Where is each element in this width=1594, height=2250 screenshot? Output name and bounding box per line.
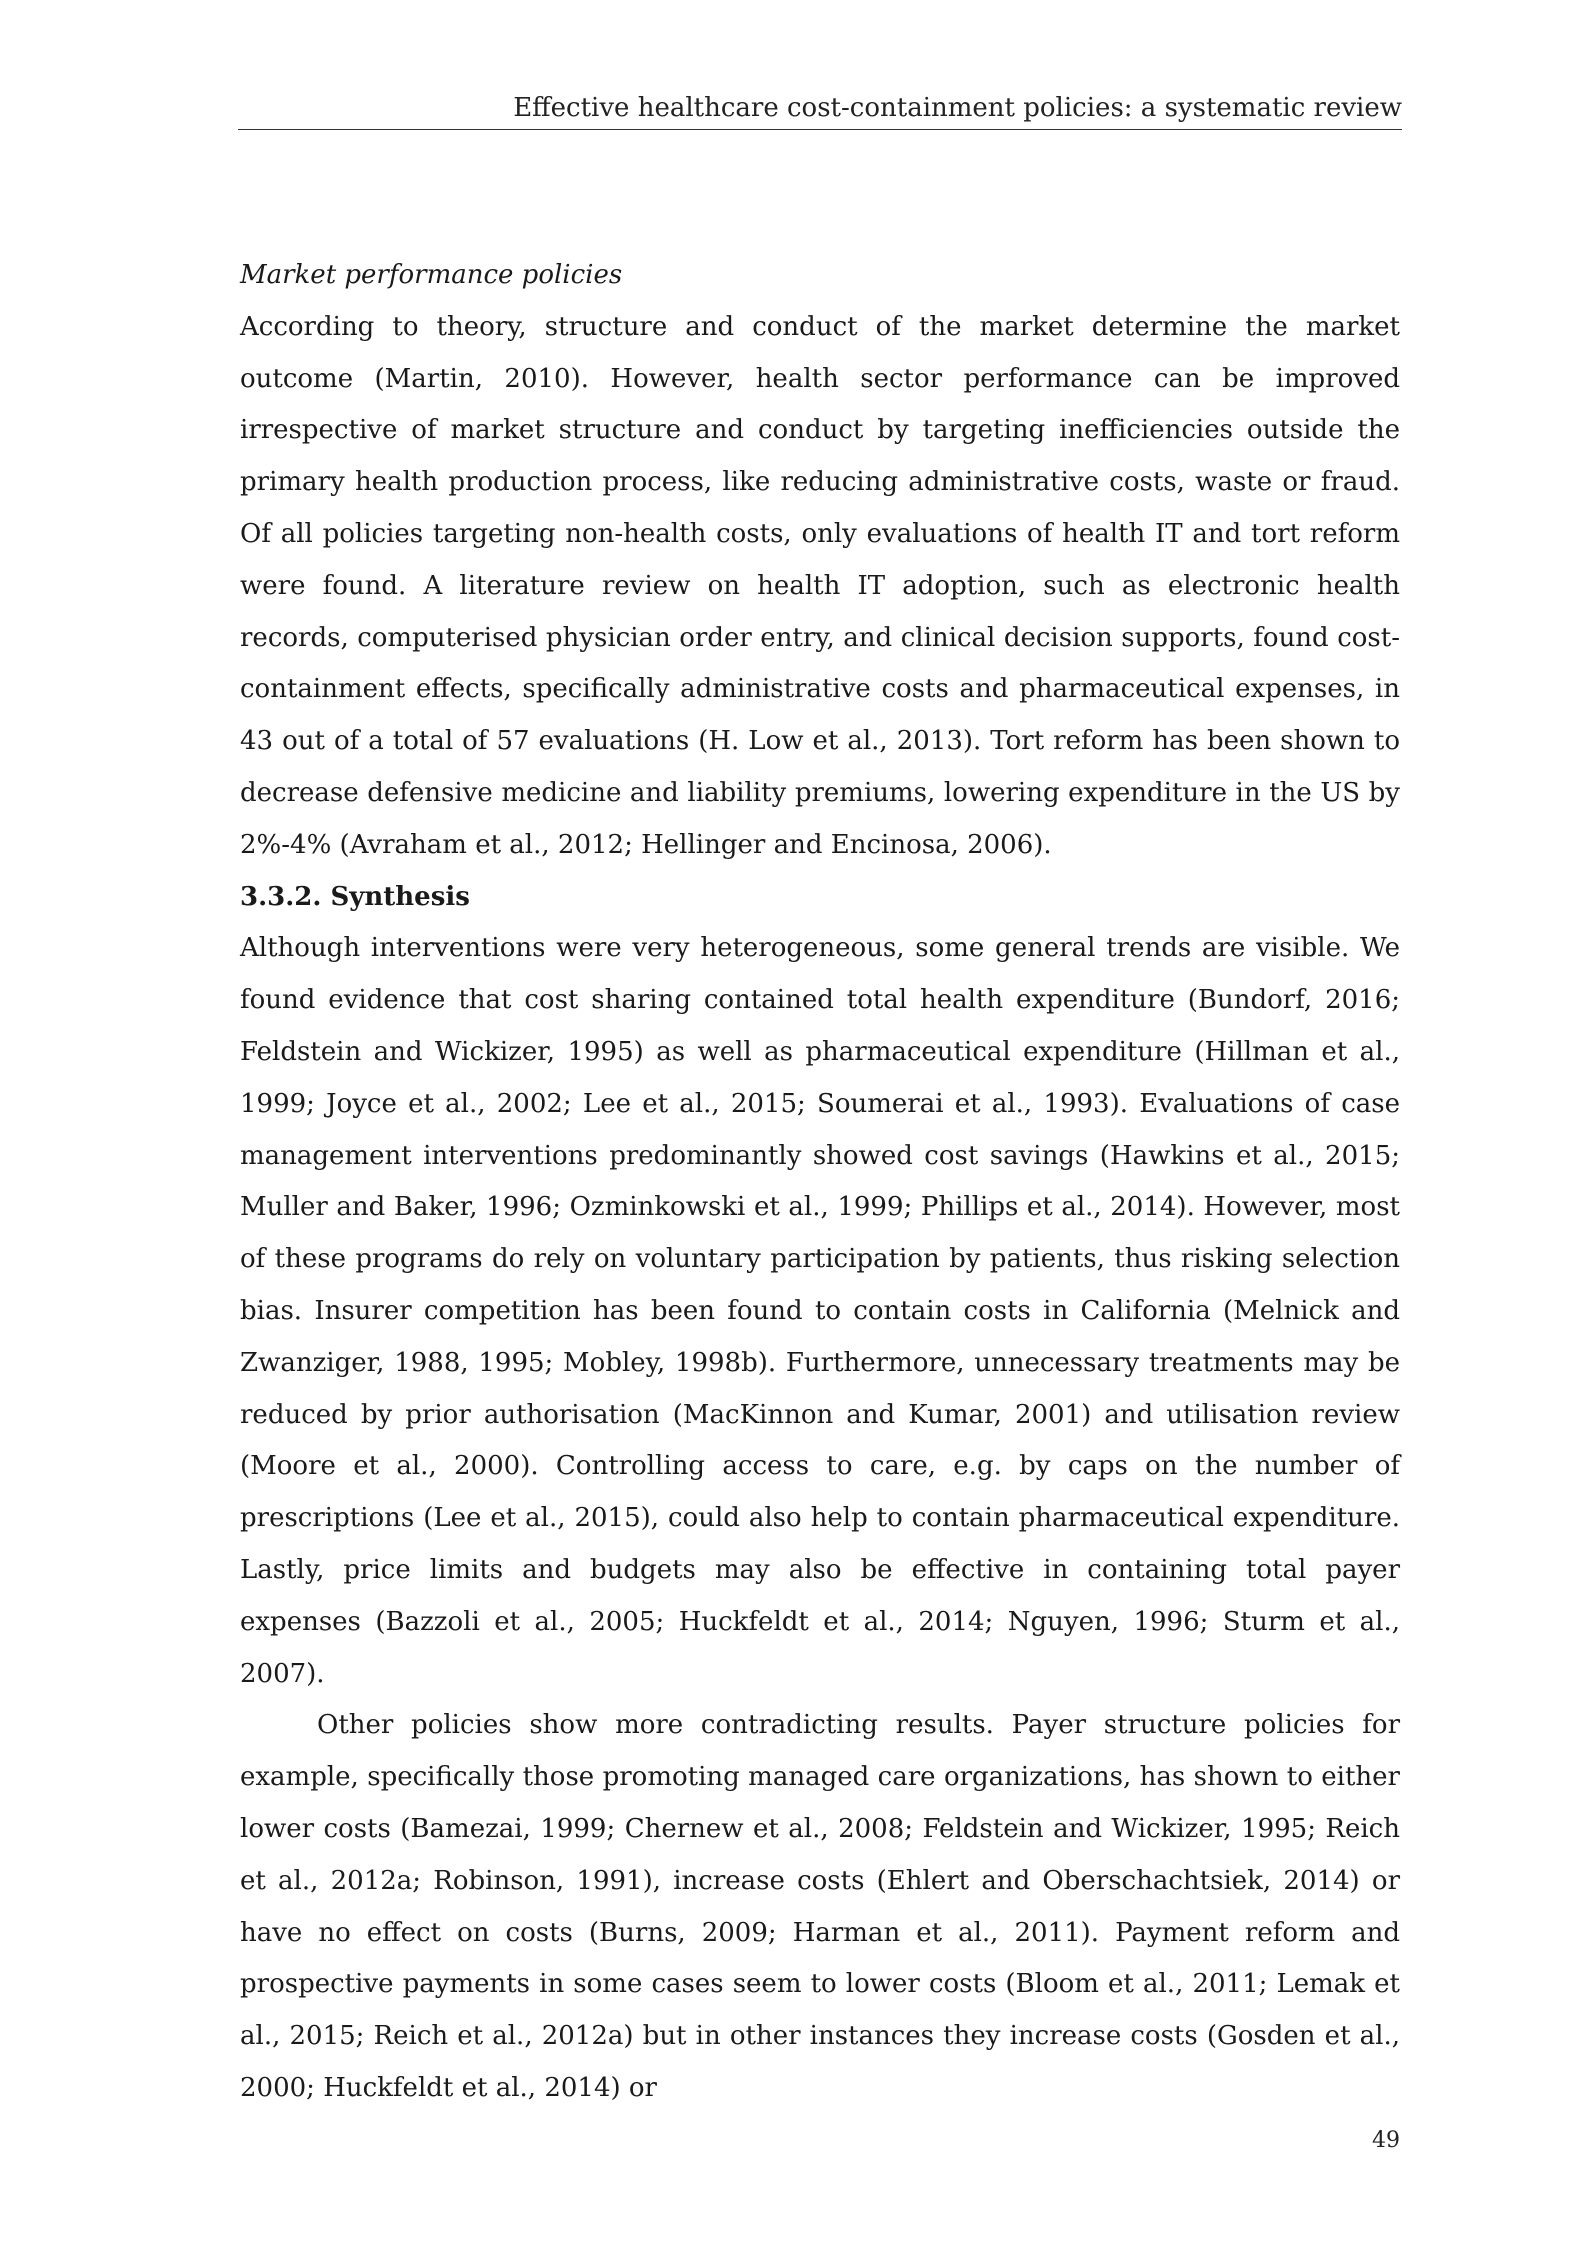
paragraph-synthesis-1: Although interventions were very heterogeneous, some general trends are visible. We found evidence that cost sharing contained total health expenditure (Bundorf, 2016; Feldstein and Wickizer, 1995) as well as pharmaceutical expenditure (Hillman et al., 1999; Joyce et al., 2002; Lee et al., 2015; Soumerai et al., 1993). Evaluations of case management interventions predominantly showed cost savings (Hawkins et al., 2015; Muller and Baker, 1996; Ozminkowski et al., 1999; Phillips et al., 2014). However, most of these programs do rely on voluntary participation by patients, thus risking selection bias. Insurer competition has been found to contain costs in California (Melnick and Zwanziger, 1988, 1995; Mobley, 1998b). Furthermore, unnecessary treatments may be reduced by prior authorisation (MacKinnon and Kumar, 2001) and utilisation review (Moore et al., 2000). Controlling access to care, e.g. by caps on the number of prescriptions (Lee et al., 2015), could also help to contain pharmaceutical expenditure. Lastly, price limits and budgets may also be effective in containing total payer expenses (Bazzoli et al., 2005; Huckfeldt et al., 2014; Nguyen, 1996; Sturm et al., 2007). — [240, 933, 1400, 1689]
running-header: Effective healthcare cost-containment policies: a systematic review — [513, 93, 1402, 123]
paragraph-synthesis-2: Other policies show more contradicting results. Payer structure policies for example, specifically those promoting managed care organizations, has shown to either lower costs (Bamezai, 1999; Chernew et al., 2008; Feldstein and Wickizer, 1995; Reich et al., 2012a; Robinson, 1991), increase costs (Ehlert and Oberschachtsiek, 2014) or have no effect on costs (Burns, 2009; Harman et al., 2011). Payment reform and prospective payments in some cases seem to lower costs (Bloom et al., 2011; Lemak et al., 2015; Reich et al., 2012a) but in other instances they increase costs (Gosden et al., 2000; Huckfeldt et al., 2014) or — [240, 1710, 1400, 2103]
page-number: 49 — [1372, 2128, 1400, 2153]
section-heading-synthesis: 3.3.2. Synthesis — [240, 881, 470, 912]
section-title-market-performance: Market performance policies — [240, 260, 623, 290]
body-text — [240, 250, 1400, 2115]
header-rule — [238, 129, 1402, 130]
paragraph-market-performance: According to theory, structure and conduct of the market determine the market outcome (Martin, 2010). However, health sector performance can be improved irrespective of market structure and conduct by targeting inefficiencies outside the primary health production process, like reducing administrative costs, waste or fraud. Of all policies targeting non-health costs, only evaluations of health IT and tort reform were found. A literature review on health IT adoption, such as electronic health records, computerised physician order entry, and clinical decision supports, found cost-containment effects, specifically administrative costs and pharmaceutical expenses, in 43 out of a total of 57 evaluations (H. Low et al., 2013). Tort reform has been shown to decrease defensive medicine and liability premiums, lowering expenditure in the US by 2%-4% (Avraham et al., 2012; Hellinger and Encinosa, 2006). — [240, 311, 1400, 860]
